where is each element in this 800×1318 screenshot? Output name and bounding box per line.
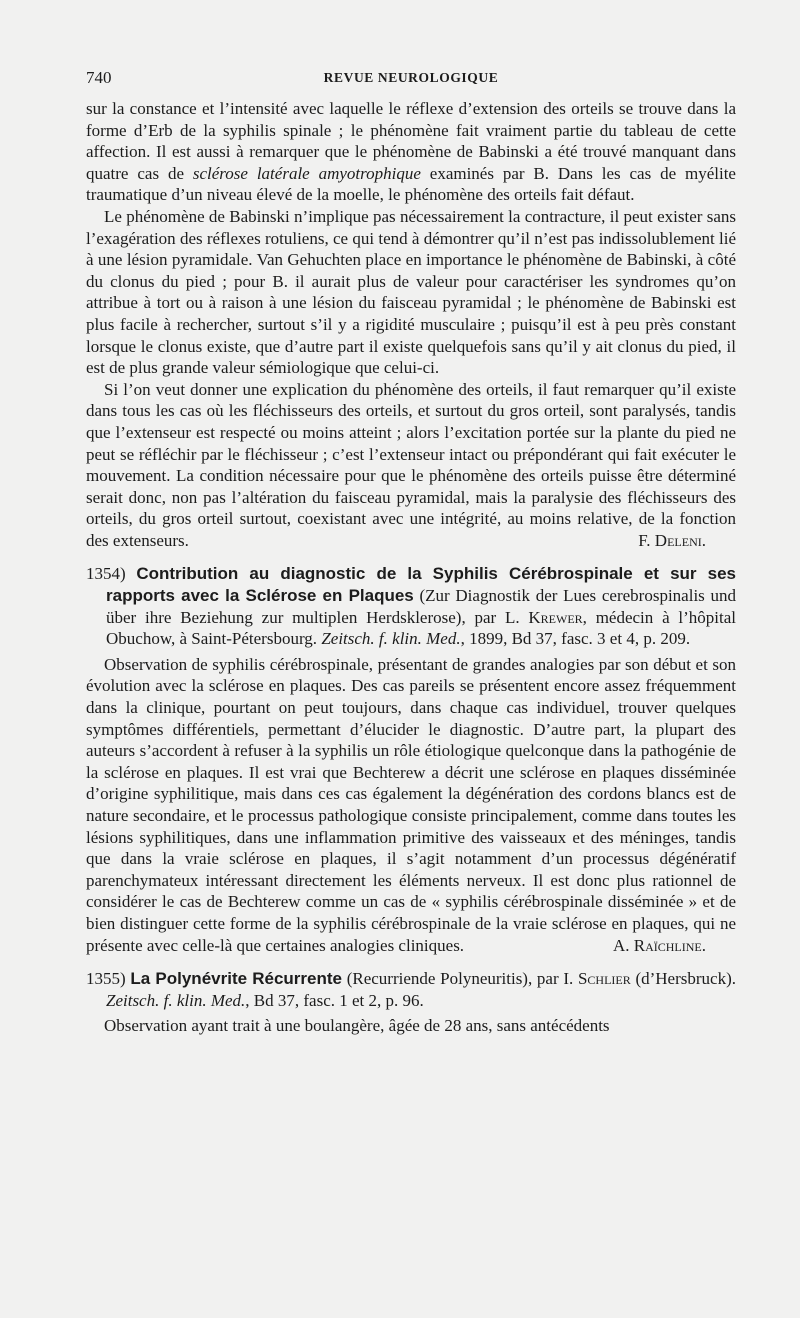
review-paragraph-3: Si l’on veut donner une explication du phénomène des orteils, il faut remarquer qu’il existe dans tous les cas où les fléchisseurs des orteils, et surtout du gros orteil, sont paralysés, tandis que l’extenseur est respecté ou moins atteint ; alors l’excitation portée sur la plante du pied ne peut se réfléchir par le fléchisseur ; c’est l’extenseur intact ou prépondérant qui fait exécuter le mouvement. La condition nécessaire pour que le phénomène des orteils puisse être déterminé serait donc, non pas l’altération du faisceau pyramidal, mais la paralysie des fléchisseurs des orteils, du gros orteil surtout, coexistant avec une intégrité, au moins relative, de la fonction des extenseurs. F. Deleni. [86,379,736,550]
page-content [86,62,736,1037]
page-number: 740 [86,68,112,87]
italic-term: sclérose latérale amyotrophique [192,163,421,183]
entry-number: 1355) [86,969,126,989]
entry-title: La Polynévrite Récurrente [130,969,342,989]
journal-citation: Zeitsch. f. klin. Med. [106,990,246,1010]
reviewer-signature: A. Raïchline. [612,935,706,955]
author-name: Krewer [528,607,583,627]
author-name: Schlier [577,969,631,989]
entry-1355-heading: 1355) La Polynévrite Récurrente (Recurriende Polyneuritis), par I. Schlier (d’Hersbruck). Zeitsch. f. klin. Med., Bd 37, fasc. 1 et 2, p. 96. [86,969,736,1010]
entry-1354-body: Observation de syphilis cérébrospinale, présentant de grandes analogies par son début et son évolution avec la sclérose en plaques. Des cas pareils se présentent encore assez fréquemment dans la clinique, pourtant on peut toujours, dans chaque cas individuel, trouver quelques symptômes différentiels, permettant d’élucider le diagnostic. D’autre part, la plupart des auteurs s’accordent à refuser à la syphilis un rôle étiologique quelconque dans la pathogénie de la sclérose en plaques. Il est vrai que Bechterew a décrit une sclérose en plaques disséminée d’origine syphilitique, mais dans ces cas également la dégénération des cordons blancs est de nature secondaire, et le processus pathologique consiste principalement, comme dans toutes les lésions syphilitiques, dans une inflammation primitive des vaisseaux et des méninges, tandis que dans la vraie sclérose en plaques, il s’agit notamment d’un processus dégénératif parenchymateux intéressant directement les éléments nerveux. Il est donc plus rationnel de considérer le cas de Bechterew comme un cas de « syphilis cérébrospinale disséminée » et de bien distinguer cette forme de la syphilis cérébrospinale de la vraie sclérose en plaques, qui ne présente avec celle-là que certaines analogies cliniques. A. Raïchline. [86,654,736,955]
journal-title: REVUE NEUROLOGIQUE [323,70,499,85]
reviewer-signature: F. Deleni. [638,530,706,550]
entry-1355-body: Observation ayant trait à une boulangère, âgée de 28 ans, sans antécédents [104,1016,610,1036]
entry-1354-heading: 1354) Contribution au diagnostic de la Syphilis Cérébrospinale et sur ses rapports avec la Sclérose en Plaques (Zur Diagnostik der Lues cerebrospinalis und über ihre Beziehung zur multiplen Herdsklerose), par L. Krewer, médecin à l’hôpital Obuchow, à Saint-Pétersbourg. Zeitsch. f. klin. Med., 1899, Bd 37, fasc. 3 et 4, p. 209. [86,564,736,649]
review-paragraph-2: Le phénomène de Babinski n’implique pas nécessairement la contracture, il peut exister sans l’exagération des réflexes rotuliens, ce qui tend à démontrer qu’il n’est pas indissolublement lié à une lésion pyramidale. Van Gehuchten place en importance le phénomène de Babinski, à côté du clonus du pied ; pour B. il aurait plus de valeur pour caractériser les syndromes qu’on attribue à tort ou à raison à une lésion du faisceau pyramidal ; le phénomène de Babinski est plus facile à rechercher, surtout s’il y a rigidité musculaire ; puisqu’il est à peu près constant lorsque le clonus existe, que d’autre part il existe quelquefois sans qu’il y ait clonus du pied, il est de plus grande valeur sémiologique que celui-ci. [86,206,736,378]
review-paragraph-1: sur la constance et l’intensité avec laquelle le réflexe d’extension des orteils se trouve dans la forme d’Erb de la syphilis spinale ; le phénomène fait vraiment partie du tableau de cette affection. Il est aussi à remarquer que le phénomène de Babinski a été trouvé manquant dans quatre cas de sclérose latérale amyotrophique examinés par B. Dans les cas de myélite traumatique d’un niveau élevé de la moelle, le phénomène des orteils fait défaut. [86,99,736,205]
entry-title: Contribution au diagnostic de la Syphilis Cérébrospinale et sur ses rapports avec la Sclérose en Plaques [106,564,736,606]
running-header [86,62,736,92]
journal-citation: Zeitsch. f. klin. Med. [321,629,461,649]
entry-number: 1354) [86,564,126,584]
